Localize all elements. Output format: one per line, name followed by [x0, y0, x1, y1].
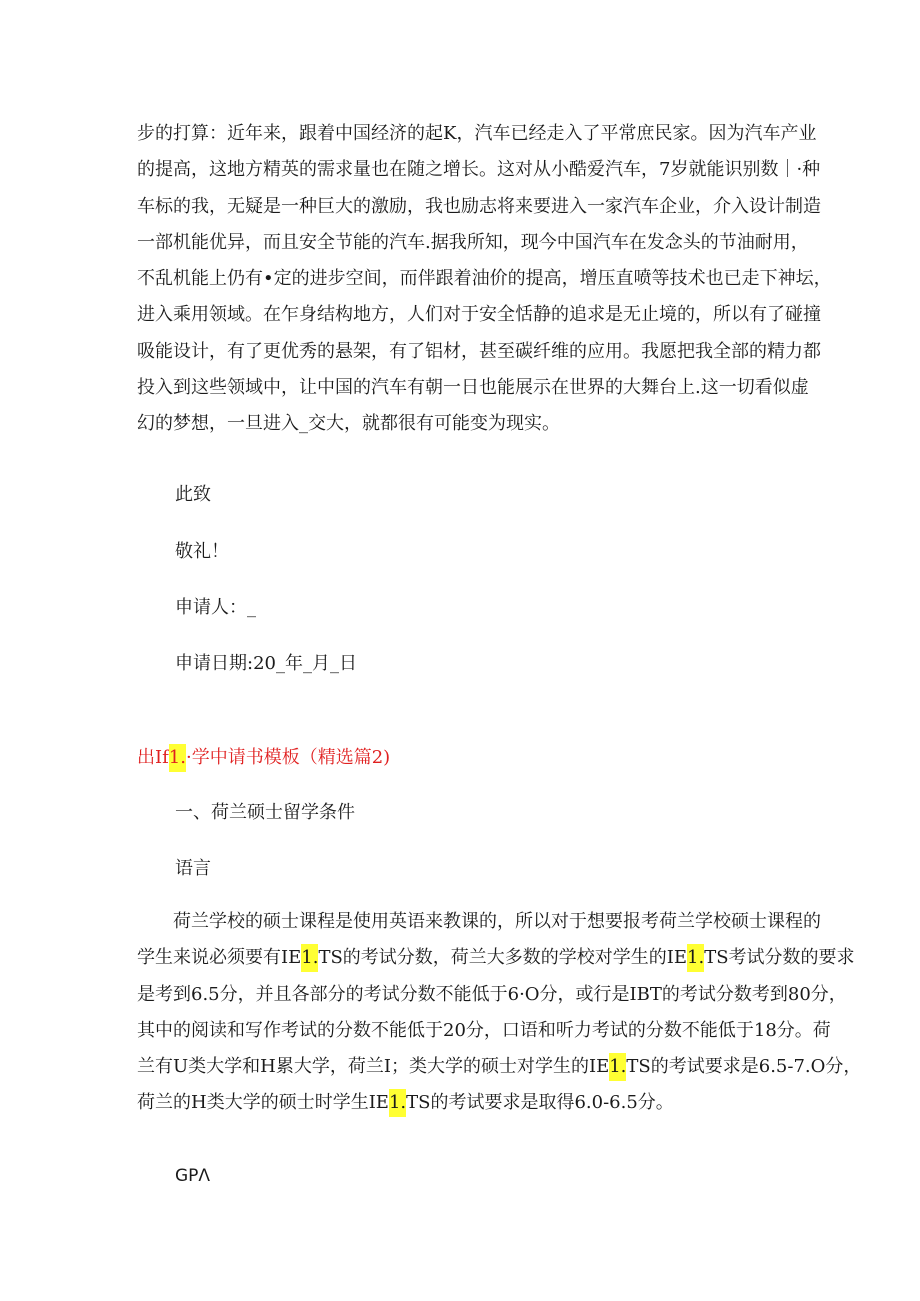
heading-prefix: 出If — [137, 747, 169, 768]
heading-highlight: 1. — [169, 744, 186, 772]
gpa-title: GPΛ — [175, 1166, 211, 1186]
language-title: 语言 — [175, 858, 211, 879]
text-line: 吸能设计，有了更优秀的悬架，有了铝材，甚至碳纤维的应用。我愿把我全部的精力都 — [137, 340, 821, 362]
closing-jing-li: 敬礼！ — [175, 541, 229, 562]
text-line: 不乱机能上仍有•定的进步空间，而伴跟着油价的提高，增压直喷等技术也已走下神坛， — [137, 268, 832, 290]
section-heading — [137, 744, 390, 772]
text-line: 荷兰学校的硕士课程是使用英语来教课的，所以对于想要报考荷兰学校硕士课程的 — [173, 911, 821, 932]
subsection-title: 一、荷兰硕士留学条件 — [175, 802, 355, 823]
highlight-mark: 1. — [609, 1053, 626, 1081]
text-line: 兰有U类大学和H累大学，荷兰I；类大学的硕士对学生的IE1.TS的考试要求是6.5-7.O分， — [137, 1049, 787, 1085]
text-line: 荷兰的H类大学的硕士时学生IE1.TS的考试要求是取得6.0-6.5分。 — [137, 1085, 787, 1121]
text-line: 是考到6.5分，并且各部分的考试分数不能低于6·O分，或行是IBT的考试分数考到80分， — [137, 983, 847, 1005]
text-line: 幻的梦想，一旦进入_交大，就都很有可能变为现实。 — [137, 413, 560, 435]
text-line: 其中的阅读和写作考试的分数不能低于20分，口语和听力考试的分数不能低于18分。荷 — [137, 1019, 831, 1041]
heading-suffix: ·学中请书模板（精选篇2) — [185, 747, 391, 768]
text-line: 车标的我，无疑是一种巨大的激励，我也励志将来要进入一家汽车企业，介入设计制造 — [137, 195, 821, 217]
paragraph-motivation — [137, 116, 832, 443]
date-line: 申请日期:20_年_月_日 — [175, 653, 357, 674]
highlight-mark: 1. — [301, 944, 318, 972]
highlight-mark: 1. — [389, 1089, 406, 1117]
text-line: 一部机能优异，而且安全节能的汽车.据我所知，现今中国汽车在发念头的节油耐用， — [137, 231, 809, 253]
closing-ci-zhi: 此致 — [175, 484, 211, 505]
paragraph-language — [137, 904, 862, 1122]
highlight-mark: 1. — [687, 944, 704, 972]
text-line: 学生来说必须要有IE1.TS的考试分数，荷兰大多数的学校对学生的IE1.TS考试分数的要求 — [137, 940, 787, 976]
text-line: 步的打算：近年来，跟着中国经济的起K，汽车已经走入了平常庶民家。因为汽车产业 — [137, 123, 817, 144]
text-line: 投入到这些领域中，让中国的汽车有朝一日也能展示在世界的大舞台上.这一切看似虚 — [137, 377, 809, 399]
applicant-line: 申请人：_ — [175, 597, 256, 618]
text-line: 进入乘用领域。在乍身结构地方，人们对于安全恬静的追求是无止境的，所以有了碰撞 — [137, 304, 821, 326]
text-line: 的提高，这地方精英的需求量也在随之增长。这对从小酷爱汽车，7岁就能识别数｜·种 — [137, 159, 821, 181]
